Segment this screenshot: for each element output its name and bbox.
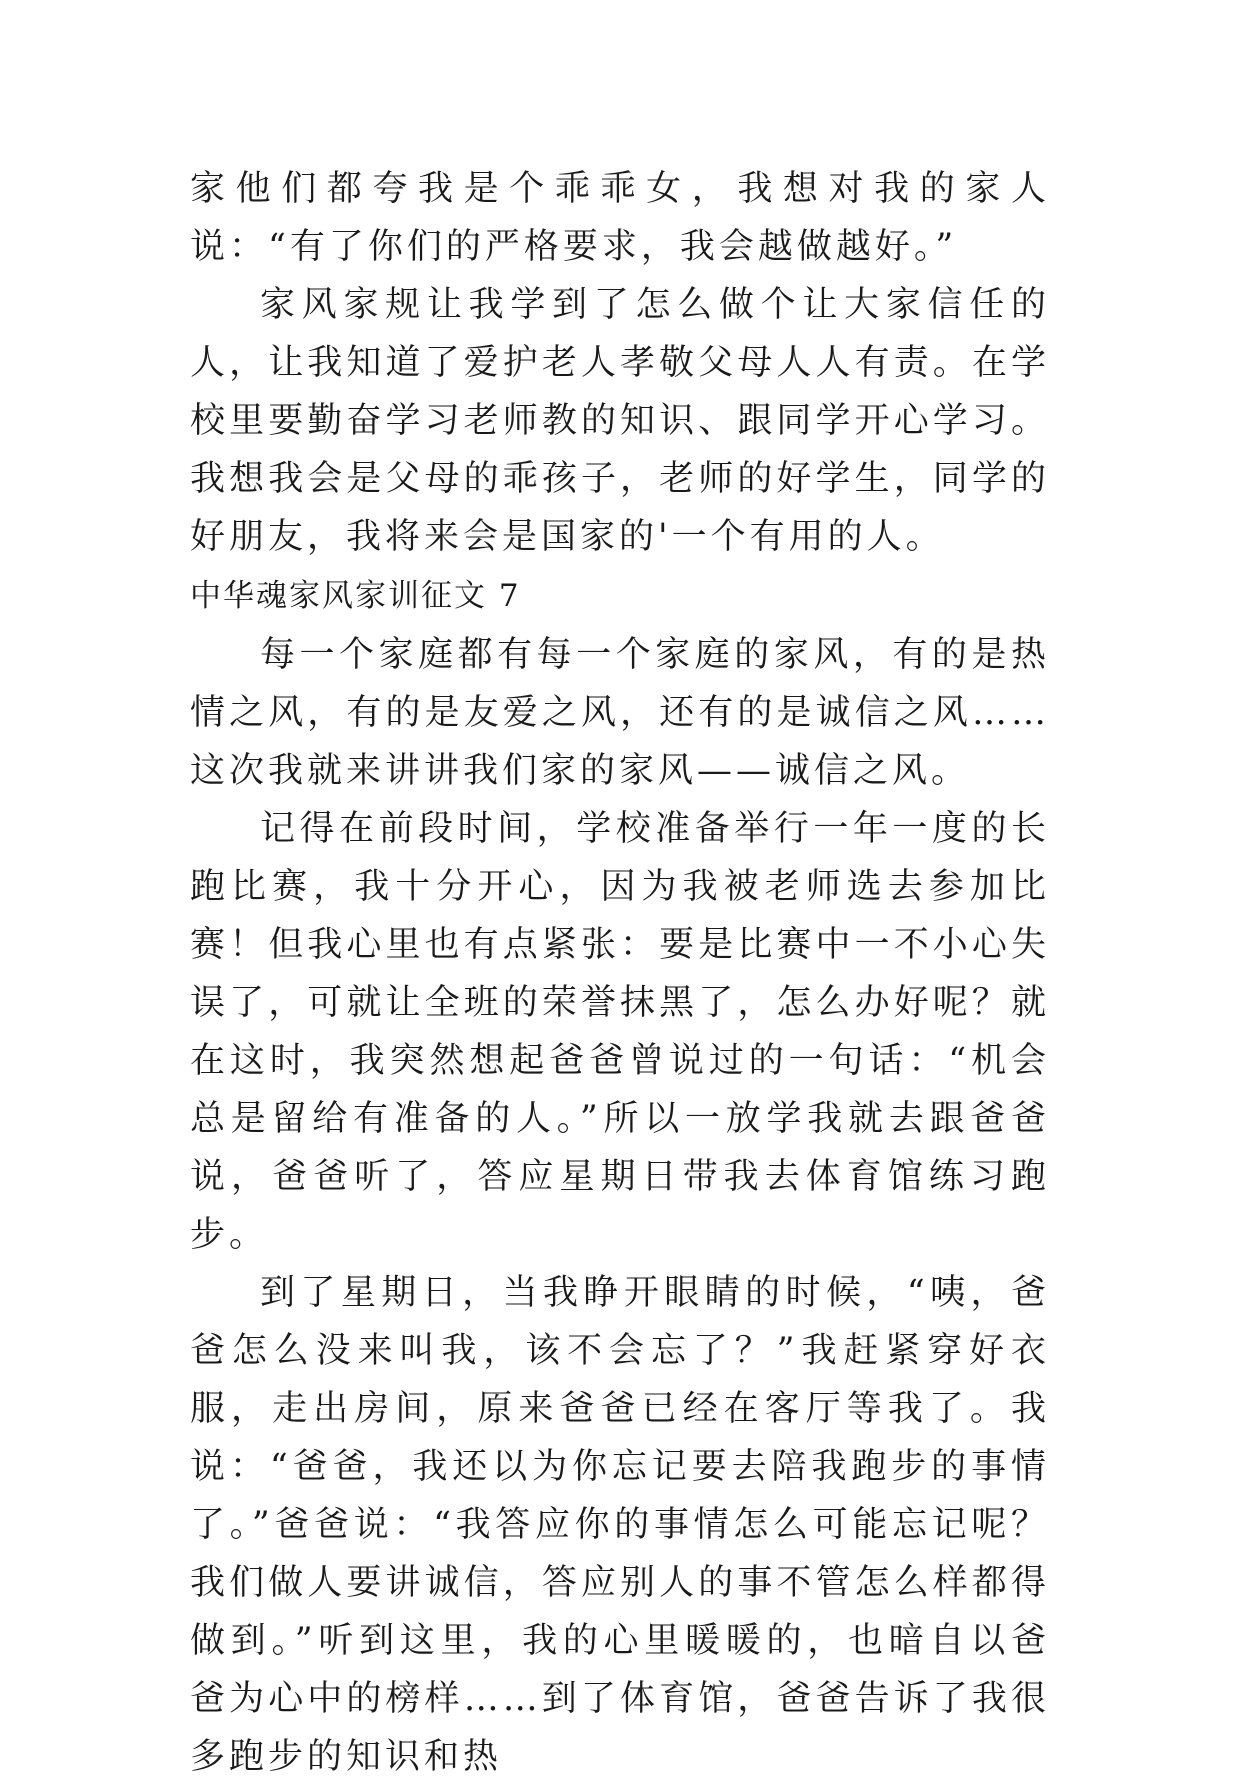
- paragraph: 每一个家庭都有每一个家庭的家风，有的是热情之风，有的是友爱之风，还有的是诚信之风……这次我就来讲讲我们家的家风——诚信之风。: [190, 635, 1050, 791]
- paragraph-continuation: 家他们都夸我是个乖乖女，我想对我的家人说：“有了你们的严格要求，我会越做越好。”: [190, 169, 1050, 267]
- paragraph: 到了星期日，当我睁开眼睛的时候，“咦，爸爸怎么没来叫我，该不会忘了？”我赶紧穿好衣服，走出房间，原来爸爸已经在客厅等我了。我说：“爸爸，我还以为你忘记要去陪我跑步的事情了。”爸爸说：“我答应你的事情怎么可能忘记呢？我们做人要讲诚信，答应别人的事不管怎么样都得做到。”听到这里，我的心里暖暖的，也暗自以爸爸为心中的榜样……到了体育馆，爸爸告诉了我很多跑步的知识和热: [190, 1273, 1050, 1777]
- paragraph: 记得在前段时间，学校准备举行一年一度的长跑比赛，我十分开心，因为我被老师选去参加比赛！但我心里也有点紧张：要是比赛中一不小心失误了，可就让全班的荣誉抹黑了，怎么办好呢？就在这时，我突然想起爸爸曾说过的一句话：“机会总是留给有准备的人。”所以一放学我就去跟爸爸说，爸爸听了，答应星期日带我去体育馆练习跑步。: [190, 809, 1050, 1255]
- document-body: [190, 160, 1050, 1786]
- section-heading: 中华魂家风家训征文 7: [190, 578, 521, 614]
- paragraph: 家风家规让我学到了怎么做个让大家信任的人，让我知道了爱护老人孝敬父母人人有责。在学校里要勤奋学习老师教的知识、跟同学开心学习。我想我会是父母的乖孩子，老师的好学生，同学的好朋友，我将来会是国家的'一个有用的人。: [190, 285, 1050, 557]
